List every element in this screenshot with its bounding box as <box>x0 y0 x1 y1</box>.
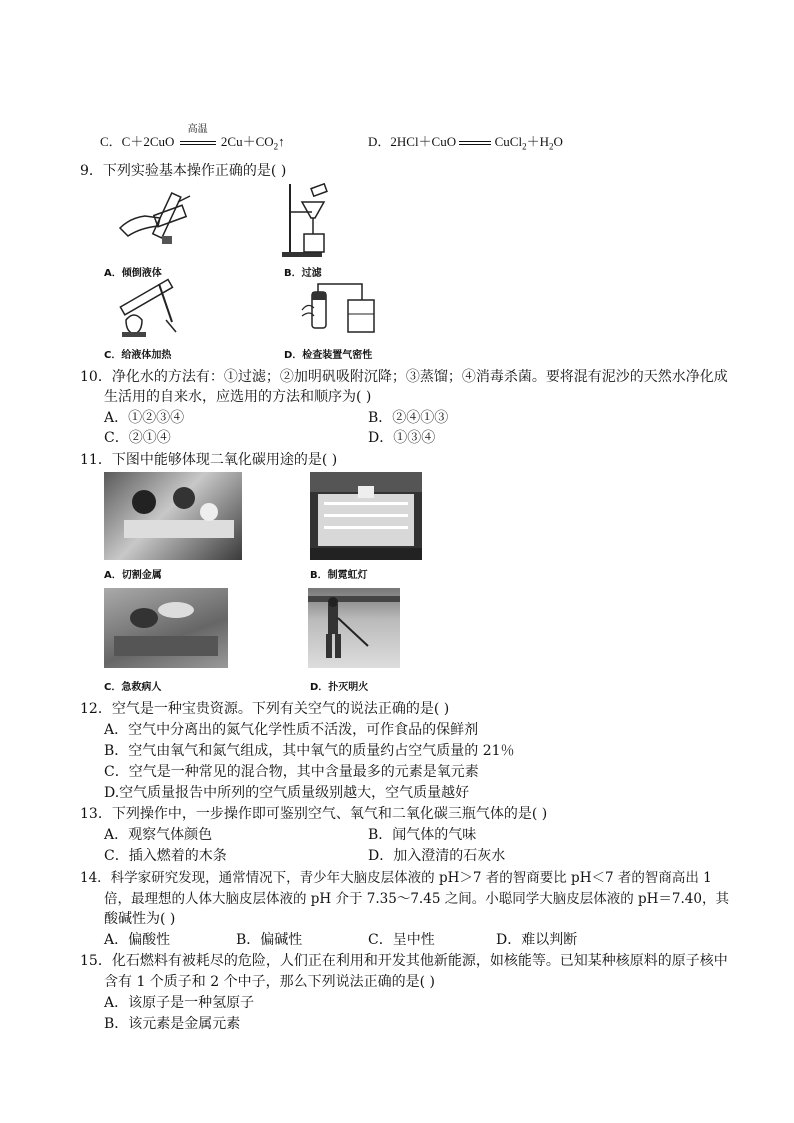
photo-fire-extinguishing <box>308 588 400 668</box>
q14-option-b: B．偏碱性 <box>236 932 303 948</box>
q15-option-b: B．该元素是金属元素 <box>104 1016 241 1032</box>
q9-stem: 9．下列实验基本操作正确的是( ) <box>80 163 287 179</box>
q13-option-a: A．观察气体颜色 <box>104 827 213 843</box>
q11-stem: 11．下图中能够体现二氧化碳用途的是( ) <box>80 452 338 468</box>
q11-caption-b: B．制霓虹灯 <box>310 570 368 581</box>
q13-option-c: C．插入燃着的木条 <box>104 848 227 864</box>
q12-option-b: B．空气由氧气和氮气组成，其中氧气的质量约占空气质量的 21％ <box>104 743 515 759</box>
q14-stem-line3: 酸碱性为( ) <box>104 911 176 927</box>
q10-option-b: B．②④①③ <box>368 410 449 426</box>
filtration-illustration <box>282 182 342 262</box>
q10-stem-line2: 生活用的自来水，应选用的方法和顺序为( ) <box>104 389 372 405</box>
photo-cutting-metal <box>104 472 242 560</box>
q8-option-d: D．2HCl＋CuO $CuCl_2+H_2O$ <box>368 134 563 152</box>
q15-stem-line2: 含有 1 个质子和 2 个中子，那么下列说法正确的是( ) <box>104 974 435 990</box>
q15-option-a: A．该原子是一种氢原子 <box>104 995 255 1011</box>
q12-option-c: C．空气是一种常见的混合物，其中含量最多的元素是氧元素 <box>104 764 479 780</box>
q12-option-d: D.空气质量报告中所列的空气质量级别越大，空气质量越好 <box>104 785 470 801</box>
q13-stem: 13．下列操作中，一步操作即可鉴别空气、氧气和二氧化碳三瓶气体的是( ) <box>80 806 548 822</box>
photo-neon-lights <box>310 472 422 560</box>
q14-stem-line2: 倍，最理想的人体大脑皮层体液的 pH 介于 7.35～7.45 之间。小聪同学大脑皮层体液的 pH＝7.40，其 <box>104 891 729 907</box>
q15-stem-line1: 15．化石燃料有被耗尽的危险，人们正在利用和开发其他新能源，如核能等。已知某种核原料的原子核中 <box>80 953 728 969</box>
q14-option-c: C．呈中性 <box>368 932 435 948</box>
q10-stem-line1: 10．净化水的方法有：①过滤；②加明矾吸附沉降；③蒸馏；④消毒杀菌。要将混有泥沙的天然水净化成 <box>80 369 728 385</box>
pour-liquid-illustration <box>100 188 210 260</box>
reaction-condition: 高温 <box>180 134 216 150</box>
q14-option-a: A．偏酸性 <box>104 932 171 948</box>
q12-stem: 12．空气是一种宝贵资源。下列有关空气的说法正确的是( ) <box>80 701 450 717</box>
airtightness-check-illustration <box>300 280 380 342</box>
q10-option-d: D．①③④ <box>368 430 436 446</box>
equals-sign <box>459 141 491 145</box>
q10-option-a: A．①②③④ <box>104 410 185 426</box>
photo-first-aid <box>104 588 228 668</box>
q9-caption-d: D．检查装置气密性 <box>284 350 373 361</box>
q11-caption-d: D．扑灭明火 <box>310 682 369 693</box>
q9-caption-c: C．给液体加热 <box>104 350 172 361</box>
q10-option-c: C．②①④ <box>104 430 171 446</box>
q12-option-a: A．空气中分离出的氮气化学性质不活泼，可作食品的保鲜剂 <box>104 722 479 738</box>
q9-caption-a: A．倾倒液体 <box>104 268 162 279</box>
q13-option-d: D．加入澄清的石灰水 <box>368 848 506 864</box>
q14-option-d: D．难以判断 <box>496 932 578 948</box>
q11-caption-c: C．急救病人 <box>104 682 162 693</box>
heat-liquid-illustration <box>104 272 184 342</box>
q9-caption-b: B．过滤 <box>284 268 322 279</box>
q11-caption-a: A．切割金属 <box>104 570 162 581</box>
q8-option-c: C．C＋2CuO 高温 $2Cu+CO_2↑$ <box>100 124 285 152</box>
q14-stem-line1: 14．科学家研究发现，通常情况下，青少年大脑皮层体液的 pH＞7 者的智商要比 pH＜7 者的智商高出 1 <box>80 870 712 886</box>
q13-option-b: B．闻气体的气味 <box>368 827 477 843</box>
